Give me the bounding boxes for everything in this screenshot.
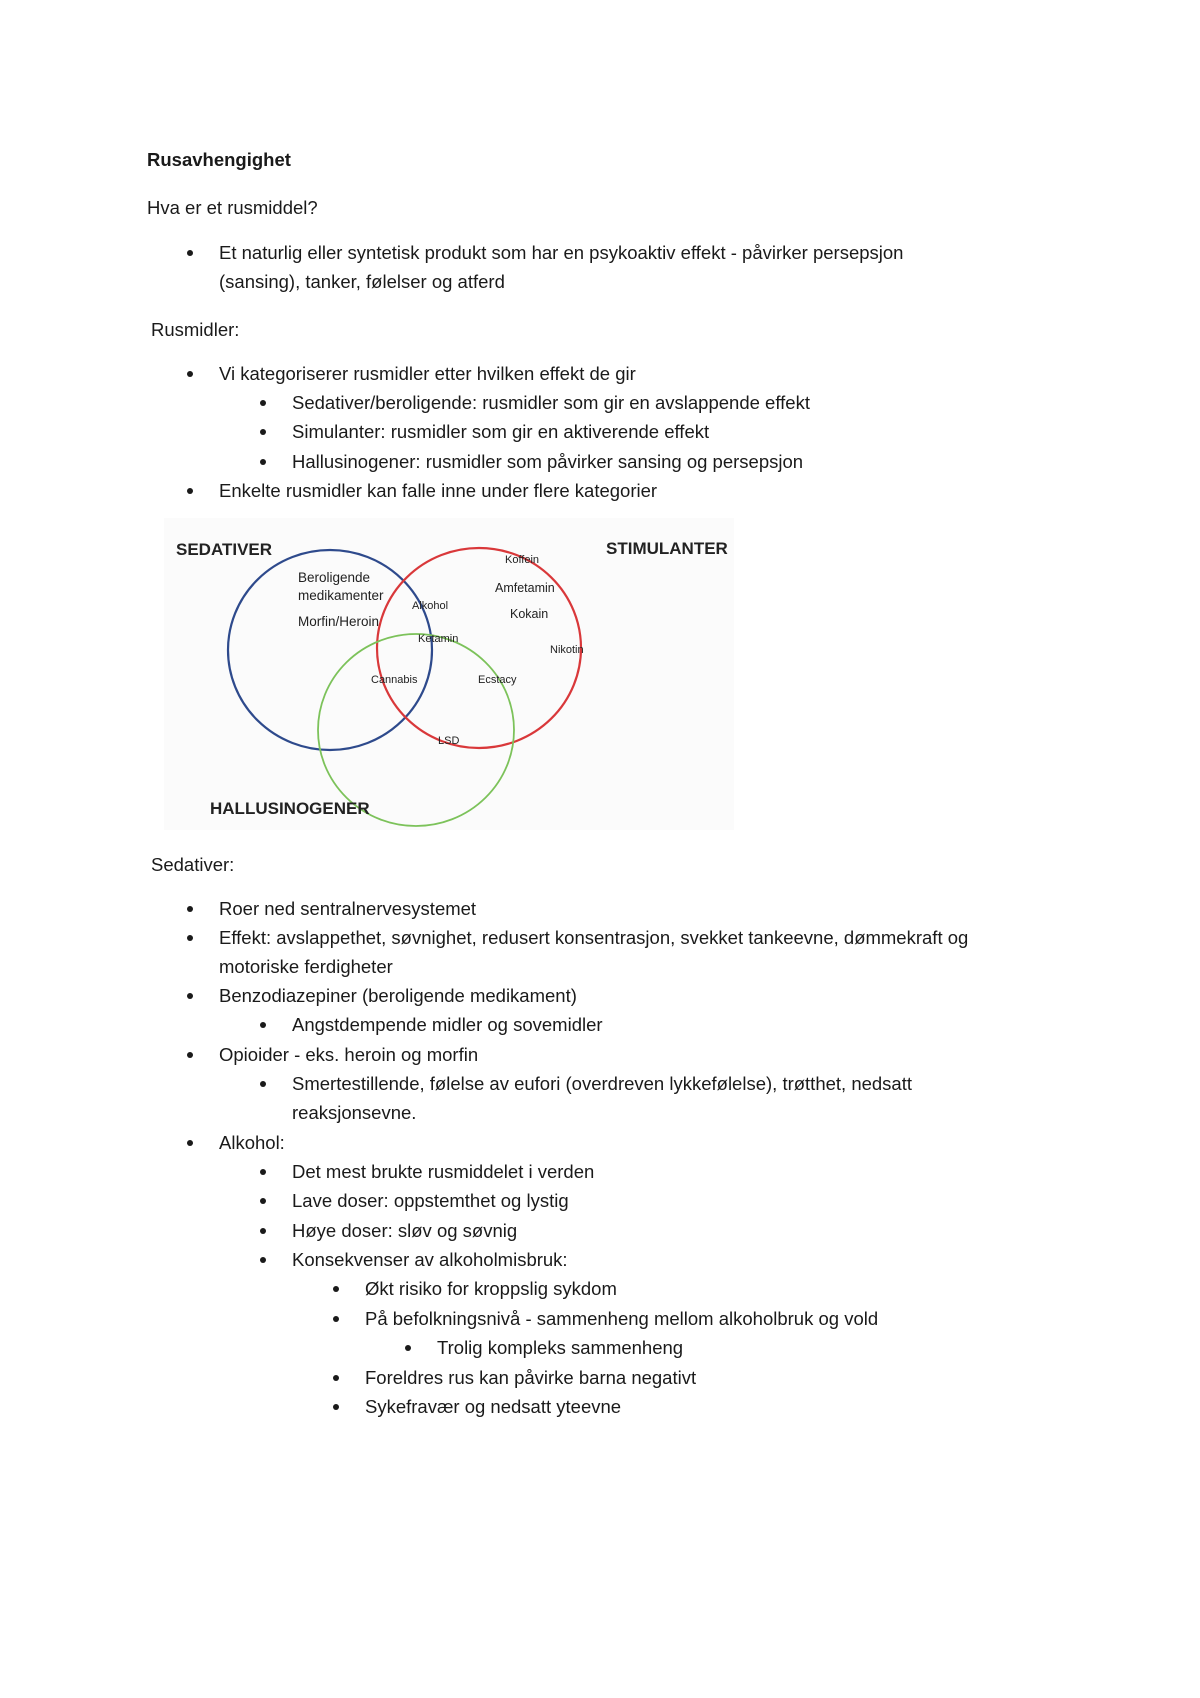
- bullet-icon: [187, 1140, 193, 1146]
- item-kokain: Kokain: [510, 607, 549, 621]
- list-item: reaksjonsevne.: [292, 1102, 417, 1123]
- sedativer-heading: Sedativer:: [151, 854, 235, 875]
- bullet-icon: [260, 1169, 266, 1175]
- list-item: Smertestillende, følelse av eufori (overdreven lykkefølelse), trøtthet, nedsatt: [292, 1073, 913, 1094]
- bullet-icon: [187, 993, 193, 999]
- bullet-icon: [187, 935, 193, 941]
- definition-line: (sansing), tanker, følelser og atferd: [219, 271, 505, 292]
- list-item: Opioider - eks. heroin og morfin: [219, 1044, 479, 1065]
- item-koffein: Koffein: [505, 554, 540, 566]
- bullet-icon: [333, 1286, 339, 1292]
- list-item: Hallusinogener: rusmidler som påvirker sansing og persepsjon: [292, 451, 804, 472]
- list-item: motoriske ferdigheter: [219, 956, 393, 977]
- item-lsd: LSD: [438, 735, 460, 747]
- bullet-icon: [187, 906, 193, 912]
- definition-line: Et naturlig eller syntetisk produkt som har en psykoaktiv effekt - påvirker persepsjon: [219, 242, 904, 263]
- list-item: Vi kategoriserer rusmidler etter hvilken effekt de gir: [219, 363, 636, 384]
- item-amfetamin: Amfetamin: [495, 581, 555, 595]
- list-item: Trolig kompleks sammenheng: [437, 1337, 684, 1358]
- venn-svg: [164, 518, 734, 830]
- item-medikamenter: medikamenter: [298, 588, 384, 603]
- item-ecstacy: Ecstacy: [478, 674, 517, 686]
- label-stimulanter: STIMULANTER: [606, 539, 728, 558]
- bullet-icon: [187, 488, 193, 494]
- item-alkohol: Alkohol: [412, 600, 449, 612]
- list-item: Enkelte rusmidler kan falle inne under flere kategorier: [219, 480, 658, 501]
- list-item: Sedativer/beroligende: rusmidler som gir en avslappende effekt: [292, 392, 810, 413]
- bullet-icon: [260, 1081, 266, 1087]
- bullet-icon: [187, 1052, 193, 1058]
- list-item: Økt risiko for kroppslig sykdom: [365, 1278, 617, 1299]
- bullet-icon: [260, 1198, 266, 1204]
- list-item: Benzodiazepiner (beroligende medikament): [219, 985, 577, 1006]
- bullet-icon: [187, 250, 193, 256]
- bullet-icon: [260, 1228, 266, 1234]
- list-item: Simulanter: rusmidler som gir en aktiverende effekt: [292, 421, 710, 442]
- bullet-icon: [187, 371, 193, 377]
- bullet-icon: [260, 1022, 266, 1028]
- item-cannabis: Cannabis: [371, 674, 418, 686]
- page-title: Rusavhengighet: [147, 149, 291, 170]
- list-item: Alkohol:: [219, 1132, 285, 1153]
- item-beroligende: Beroligende: [298, 570, 371, 585]
- item-ketamin: Ketamin: [418, 633, 459, 645]
- rusmidler-heading: Rusmidler:: [151, 319, 240, 340]
- list-item: Lave doser: oppstemthet og lystig: [292, 1190, 569, 1211]
- list-item: Det mest brukte rusmiddelet i verden: [292, 1161, 595, 1182]
- venn-diagram: [164, 518, 734, 830]
- bullet-icon: [260, 459, 266, 465]
- bullet-icon: [333, 1316, 339, 1322]
- bullet-icon: [260, 429, 266, 435]
- bullet-icon: [260, 400, 266, 406]
- item-nikotin: Nikotin: [550, 644, 584, 656]
- list-item: Roer ned sentralnervesystemet: [219, 898, 477, 919]
- hallusinogener-circle: [318, 634, 514, 826]
- label-sedativer: SEDATIVER: [176, 540, 273, 559]
- list-item: Foreldres rus kan påvirke barna negativt: [365, 1367, 697, 1388]
- list-item: På befolkningsnivå - sammenheng mellom alkoholbruk og vold: [365, 1308, 879, 1329]
- list-item: Sykefravær og nedsatt yteevne: [365, 1396, 622, 1417]
- question-heading: Hva er et rusmiddel?: [147, 197, 318, 218]
- list-item: Angstdempende midler og sovemidler: [292, 1014, 603, 1035]
- list-item: Effekt: avslappethet, søvnighet, redusert konsentrasjon, svekket tankeevne, dømmekraft og: [219, 927, 969, 948]
- bullet-icon: [405, 1345, 411, 1351]
- bullet-icon: [333, 1375, 339, 1381]
- list-item: Høye doser: sløv og søvnig: [292, 1220, 518, 1241]
- bullet-icon: [333, 1404, 339, 1410]
- label-hallusinogener: HALLUSINOGENER: [210, 799, 370, 818]
- bullet-icon: [260, 1257, 266, 1263]
- item-morfin: Morfin/Heroin: [298, 614, 380, 629]
- list-item: Konsekvenser av alkoholmisbruk:: [292, 1249, 568, 1270]
